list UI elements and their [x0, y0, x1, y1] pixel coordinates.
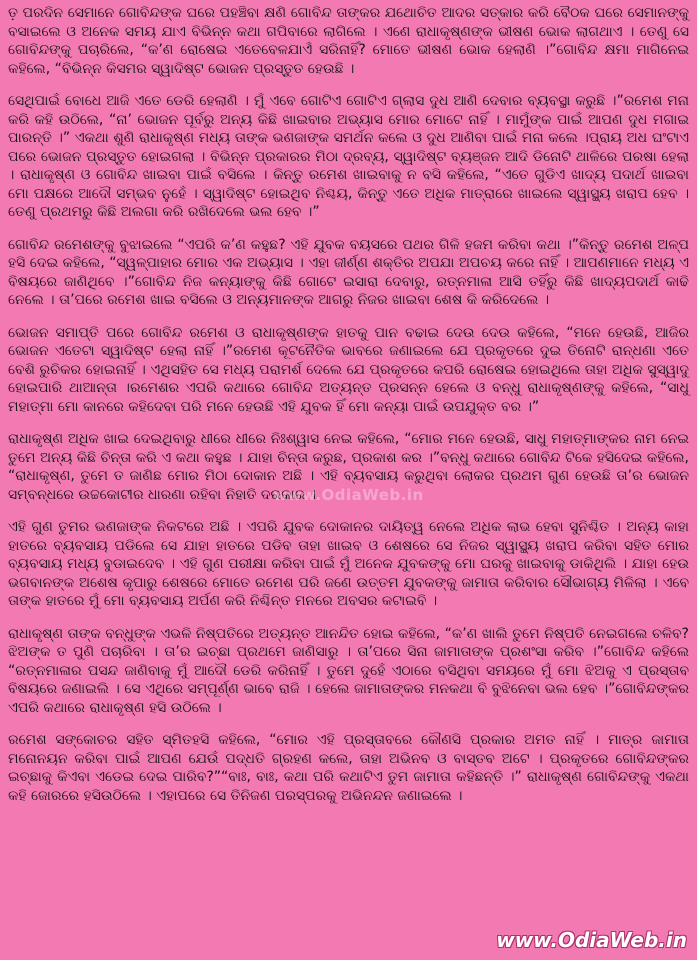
- site-brand-logo: www.OdiaWeb.in: [496, 928, 687, 952]
- paragraph-5: ରାଧାକୃଷ୍ଣ ଅଧିକ ଖାଇ ଦେଇଥିବାରୁ ଧୀରେ ଧୀରେ ନିଃଶ୍ୱାସ ନେଇ କହିଲେ, “ମୋର ମନେ ହେଉଛି, ସାଧୁ ମହାତ୍ମାଙ୍କର ନାମ ନେଇ ତୁମେ ଅନ୍ୟ କିଛି ଚିନ୍ତା କରି ଏ କଥା କହୁଛ । ଯାହା ଚିନ୍ତା କରୁଛ, ପ୍ରକାଶ କର ।”ବନ୍ଧୁ କଥାରେ ଗୋବିନ୍ଦ ଟିକେ ହସିଦେଇ କହିଲେ, “ରାଧାକୃଷ୍ଣ, ତୁମେ ତ ଜାଣିଛ ମୋର ମିଠା ଦୋକାନ ଅଛି । ଏହି ବ୍ୟବସାୟ କରୁଥିବା ଲୋକର ପ୍ରଥମ ଗୁଣ ହେଉଛି ତା’ର ଭୋଜନ ସମ୍ବନ୍ଧରେ ଉଚ୍ଚକୋଟୀର ଧାରଣା ରହିବା ନିହାତି ଦରକାର ।: [8, 431, 689, 503]
- site-watermark: www.OdiaWeb.in: [273, 486, 424, 504]
- paragraph-7: ରାଧାକୃଷ୍ଣ ତାଙ୍କ ବନ୍ଧୁଙ୍କ ଏଭଳି ନିଷ୍ପତିରେ ଅତ୍ୟନ୍ତ ଆନନ୍ଦିତ ହୋଇ କହିଲେ, “କ’ଣ ଖାଲି ତୁମେ ନିଷ୍ପତି ନେଇଗଲେ ଚଳିବ? ଝିଅଙ୍କ ତ ପୁଣି ପଚାରିବା । ତା’ର ଇଚ୍ଛା ପ୍ରଥମେ ଜାଣିସାରୁ । ତା’ପରେ ସିନା ଜାମାତାଙ୍କ ପ୍ରଶଂସା କରିବ ।”ଗୋବିନ୍ଦ କହିଲେ “ରତ୍ନମାଳାର ପସନ୍ଦ ଜାଣିବାକୁ ମୁଁ ଆଦୌ ଡେରି କରିନାହିଁ । ତୁମେ ଦୁହେଁ ଏଠାରେ ବସିଥିବା ସମୟରେ ମୁଁ ମୋ ଝିଅକୁ ଏ ପ୍ରସ୍ତାବ ବିଷୟରେ ଜଣାଇଲି । ସେ ଏଥିରେ ସମ୍ପୂର୍ଣ୍ଣ ଭାବେ ରାଜି । ହେଲେ ଜାମାତାଙ୍କର ମନକଥା ବି ବୁଝିନେବା ଭଲ ହେବ ।”ଗୋବିନ୍ଦଙ୍କର ଏପରି କଥାରେ ରାଧାକୃଷ୍ଣ ହସି ଉଠିଲେ ।: [8, 625, 689, 716]
- paragraph-4: ଭୋଜନ ସମାପ୍ତି ପରେ ଗୋବିନ୍ଦ ରମେଶ ଓ ରାଧାକୃଷ୍ଣଙ୍କ ହାତକୁ ପାନ ବଢାଇ ଦେଉ ଦେଉ କହିଲେ, “ମନେ ହେଉଛି, ଆଜିର ଭୋଜନ ଏତେଟା ସ୍ୱାଦିଷ୍ଟ ହେଲା ନାହିଁ ।”ରମେଶ କୂଟନୈତିକ ଭାବରେ ଜଣାଇଲେ ଯେ ପ୍ରକୃତରେ ଦୁଇ ତିନୋଟି ରାନ୍ଧଣା ଏତେ ବେଶି ରୁଚିକର ହୋଇନାହିଁ । ଏଥିସହିତ ସେ ମଧ୍ୟ ପରାମର୍ଶ ଦେଲେ ଯେ ପ୍ରକୃତରେ କପରି ରୋଷେଇ ହୋଇଥିଲେ ତାହା ଅଧିକ ସୁସ୍ୱାଦୁ ହୋଇପାରି ଥାଆନ୍ତା ।ରମେଶର ଏପରି କଥାରେ ଗୋବିନ୍ଦ ଅତ୍ୟନ୍ତ ପ୍ରସନ୍ନ ହେଲେ ଓ ବନ୍ଧୁ ରାଧାକୃଷ୍ଣଙ୍କୁ କହିଲେ, “ସାଧୁ ମହାତ୍ମା ମୋ କାନରେ କହିଦେବା ପରି ମନେ ହେଉଛି ଏହି ଯୁବକ ହିଁ ମୋ କନ୍ୟା ପାଇଁ ଉପଯୁକ୍ତ ବର ।”: [8, 324, 689, 415]
- paragraph-6: ଏହି ଗୁଣ ତୁମର ଭଣଜାଙ୍କ ନିକଟରେ ଅଛି । ଏପରି ଯୁବକ ଦୋକାନର ଦାୟିତ୍ୱ ନେଲେ ଅଧିକ ଲାଭ ହେବା ସୁନିଶ୍ଚିତ । ଅନ୍ୟ କାହା ହାତରେ ବ୍ୟବସାୟ ପଡିଲେ ସେ ଯାହା ହାତରେ ପଡିବ ତାହା ଖାଇବ ଓ ଶେଷରେ ସେ ନିଜର ସ୍ୱାସ୍ଥ୍ୟ ଖରାପ କରିବା ସହିତ ମୋର ବ୍ୟବସାୟ ମଧ୍ୟ ବୁଡାଇଦେବ । ଏହି ଗୁଣ ପରୀକ୍ଷା କରିବା ପାଇଁ ମୁଁ ଅନେକ ଯୁବକଙ୍କୁ ମୋ ଘରକୁ ଖାଇବାକୁ ଡାକିଥିଲି । ଯାହା ହେଉ ଭଗବାନଙ୍କ ଅଶେଷ କୃପାରୁ ଶେଷରେ ମୋତେ ରମେଶ ପରି ଜଣେ ଉତ୍ତମ ଯୁବକଙ୍କୁ ଜାମାତା କରିବାର ସୌଭାଗ୍ୟ ମିଳିଲା । ଏବେ ତାଙ୍କ ହାତରେ ମୁଁ ମୋ ବ୍ୟବସାୟ ଅର୍ପଣ କରି ନିଶ୍ଚିନ୍ତ ମନରେ ଅବସର କଟାଇବି ।: [8, 519, 689, 609]
- paragraph-3: ଗୋବିନ୍ଦ ରମେଶଙ୍କୁ ବୁଝାଇଲେ “ଏପରି କ’ଣ କହୁଛ? ଏହି ଯୁବକ ବୟସରେ ପଥର ଗିଳି ହଜମ କରିବା କଥା ।”କିନ୍ତୁ ରମେଶ ଅଳ୍ପ ହସି ଦେଇ କହିଲେ, “ସ୍ୱଳ୍ପାହାର ମୋର ଏକ ଅଭ୍ୟାସ । ଏହା ଜୀର୍ଣ୍ଣ ଶକ୍ତିର ଅପଯା ଅପଚୟ କରେ ନାହିଁ । ଆପଣମାନେ ମଧ୍ୟ ଏ ବିଷୟରେ ଜାଣିଥିବେ ।”ଗୋବିନ୍ଦ ନିଜ କନ୍ୟାଙ୍କୁ କିଛି ଗୋଟେ ଇସାରା ଦେବାରୁ, ରତ୍ନମାଳା ଆସି ତହିଁରୁ କିଛି ଖାଦ୍ୟପଦାର୍ଥ କାଢି ନେଲେ । ତା’ପରେ ରମେଶ ଖାଇ ବସିଲେ ଓ ଅନ୍ୟମାନଙ୍କ ଆଗରୁ ନିଜର ଖାଇବା ଶେଷ କି କରିଦେଲେ ।: [8, 236, 689, 308]
- paragraph-2: ସେଥିପାଇଁ ବୋଧେ ଆଜି ଏତେ ଡେରି ହେଲାଣି । ମୁଁ ଏବେ ଗୋଟିଏ ଗୋଟିଏ ଗ୍ଲାସ ଦୁଧ ଆଣି ଦେବାର ବ୍ୟବସ୍ଥା କରୁଛି ।”ରମେଶ ମନା କରି କହି ଉଠିଲେ, “ନା’ ଭୋଜନ ପୂର୍ବରୁ ଅନ୍ୟ କିଛି ଖାଇବାର ଅଭ୍ୟାସ ମୋର ମୋଟେ ନାହିଁ । ମାମୁଁଙ୍କ ପାଇଁ ଆପଣ ଦୁଧ ମଗାଇ ପାରନ୍ତି ।” ଏକଥା ଶୁଣି ରାଧାକୃଷ୍ଣ ମଧ୍ୟ ତାଙ୍କ ଭଣଜାଙ୍କ ସମର୍ଥନ କଲେ ଓ ଦୁଧ ଆଣିବା ପାଇଁ ମନା କଲେ ।ପ୍ରାୟ ଅଧ ଘଂଟାଏ ପରେ ଭୋଜନ ପ୍ରସ୍ତୁତ ହୋଇଗଲା । ବିଭିନ୍ନ ପ୍ରକାରର ମିଠା ଦ୍ରବ୍ୟ, ସ୍ୱାଦିଷ୍ଟ ବ୍ୟଞ୍ଜନ ଆଦି ଡିନୋଟି ଥାଳିରେ ପରଷା ହେଲା । ରାଧାକୃଷ୍ଣ ଓ ଗୋବିନ୍ଦ ଖାଇବା ପାଇଁ ବସିଲେ । କିନ୍ତୁ ରମେଶ ଖାଇବାକୁ ନ ବସି କହିଲେ, “ଏତେ ଗୁଡିଏ ଖାଦ୍ୟ ପଦାର୍ଥ ଖାଇବା ମୋ ପକ୍ଷରେ ଆଦୌ ସମ୍ଭବ ନୁହେଁ । ସ୍ୱାଦିଷ୍ଟ ହୋଇଥିବ ନିଶ୍ଚୟ, କିନ୍ତୁ ଏତେ ଅଧିକ ମାତ୍ରାରେ ଖାଇଲେ ସ୍ୱାସ୍ଥ୍ୟ ଖରାପ ହେବ । ତେଣୁ ପ୍ରଥମରୁ କିଛି ଅଲଗା କରି ରଖିଦେଲେ ଭଲ ହେବ ।”: [8, 93, 689, 220]
- paragraph-8: ରମେଶ ସଙ୍କୋଚର ସହିତ ସ୍ମିତହସି କହିଲେ, “ମୋର ଏହି ପ୍ରସ୍ତାବରେ କୌଣସି ପ୍ରକାର ଅମତ ନାହିଁ । ମାତ୍ର ଜାମାତା ମନୋନୟନ କରିବା ପାଇଁ ଆପଣ ଯେଉଁ ପଦ୍ଧତି ଗ୍ରହଣ କଲେ, ତାହା ଅଭିନବ ଓ ବାସ୍ତବ ଅଟେ । ପ୍ରକୃତରେ ଗୋବିନ୍ଦଙ୍କର ଇଚ୍ଛାକୁ କିଏବା ଏଡେଇ ଦେଇ ପାରିବ?”“ବାଃ, ବାଃ, କଥା ପରି କଥାଟିଏ ତୁମ ଜାମାତା କହିଛନ୍ତି ।” ରାଧାକୃଷ୍ଣ ଗୋବିନ୍ଦଙ୍କୁ ଏକଥା କହି ଜୋରରେ ହସିଉଠିଲେ । ଏହାପରେ ସେ ତିନିଜଣ ପରସ୍ପରକୁ ଅଭିନନ୍ଦନ ଜଣାଇଲେ ।: [8, 732, 689, 804]
- paragraph-1: ତ଼ ପରଦିନ ସେମାନେ ଗୋବିନ୍ଦଙ୍କ ଘରେ ପହଞ୍ଚିବା କ୍ଷଣି ଗୋବିନ୍ଦ ତାଙ୍କର ଯଥୋଚିତ ଆଦର ସତ୍କାର କରି ବୈଠକ ଘରେ ସେମାନଙ୍କୁ ବସାଇଲେ ଓ ଅନେକ ସମୟ ଯାଏ ବିଭିନ୍ନ କଥା ଗପିବାରେ ଲାଗିଲେ । ଏଣେ ରାଧାକୃଷ୍ଣଙ୍କ ଭୀଷଣ ଭୋକ ଲାଗଥାଏ । ତେଣୁ ସେ ଗୋବିନ୍ଦଙ୍କୁ ପଚାରିଲେ, “କ’ଣ ରୋଷେଇ ଏତେବେଳଯାଏଁ ସରିନାହିଁ? ମୋତେ ଭୀଷଣ ଭୋକ ହେଲାଣି ।”ଗୋବିନ୍ଦ କ୍ଷମା ମାଗିନେଇ କହିଲେ, “ବିଭିନ୍ନ କିସମର ସ୍ୱାଦିଷ୍ଟ ଭୋଜନ ପ୍ରସ୍ତୁତ ହେଉଛି ।: [8, 5, 689, 77]
